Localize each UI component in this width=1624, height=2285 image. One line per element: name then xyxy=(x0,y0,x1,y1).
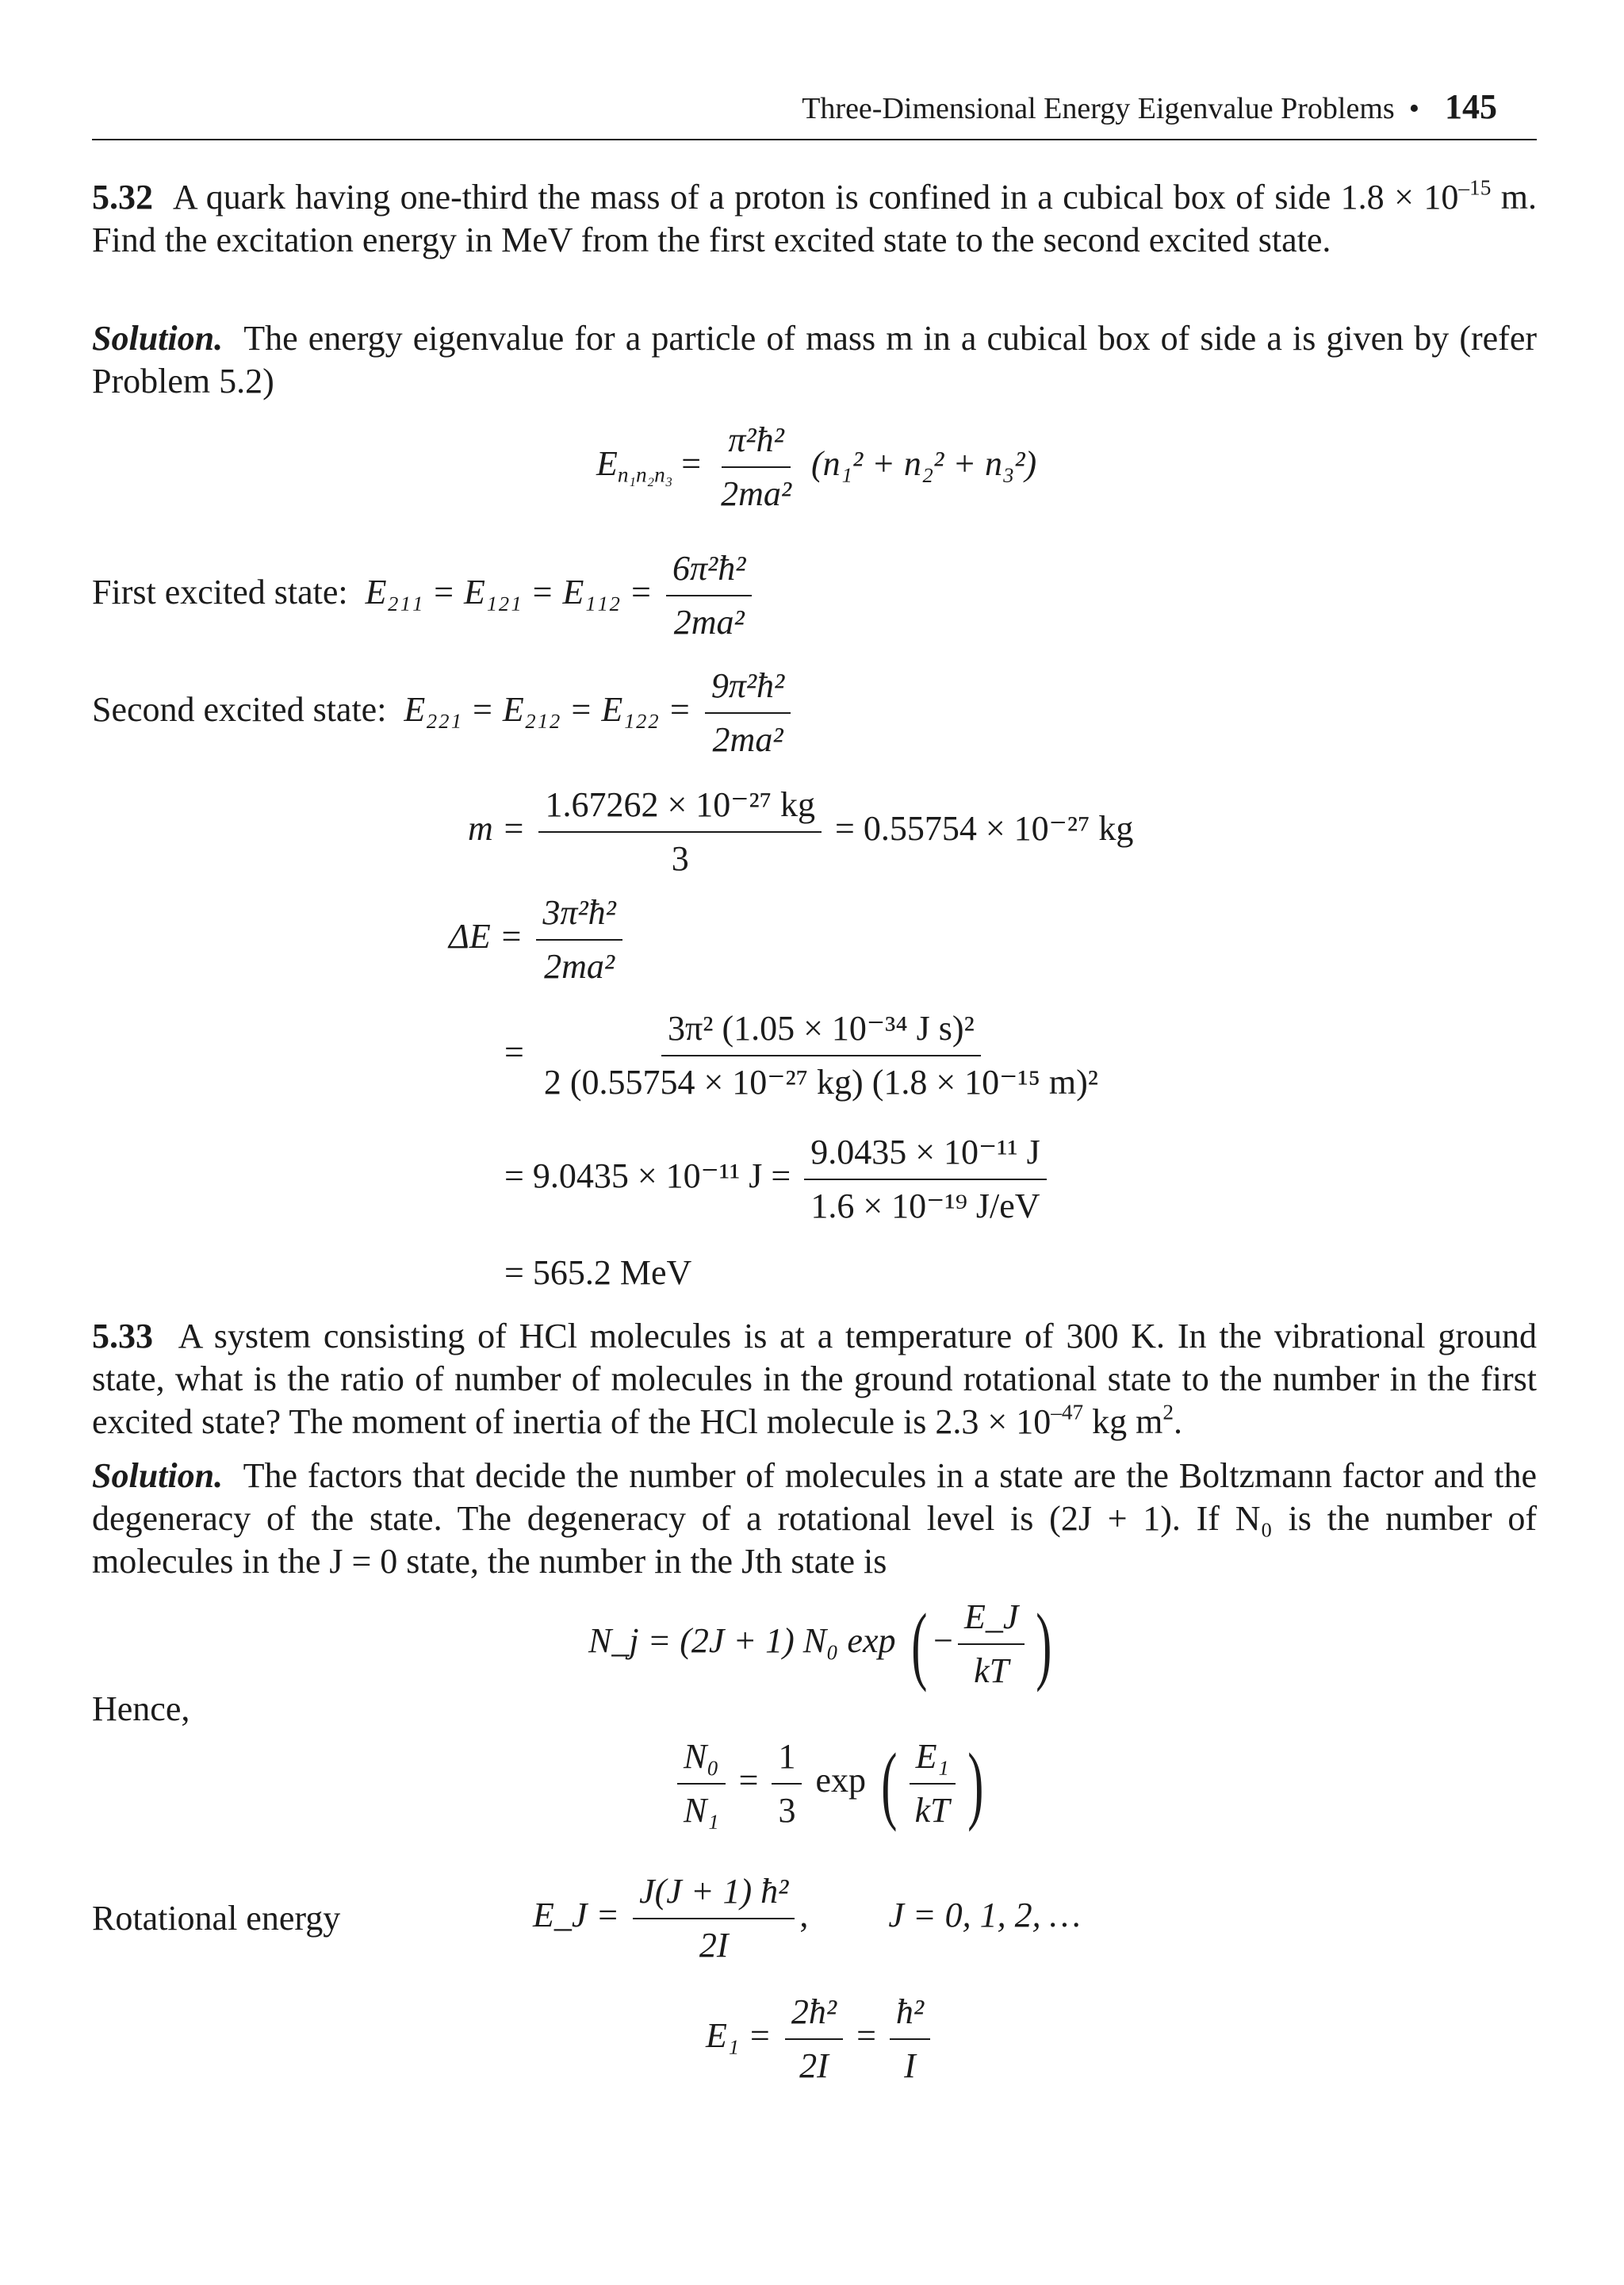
equation-second-excited xyxy=(92,665,795,761)
fraction xyxy=(909,1735,956,1832)
fraction-numerator: 9π²ħ² xyxy=(705,665,791,714)
fraction-numerator: J(J + 1) ħ² xyxy=(633,1870,795,1919)
nj-lhs: N_j = (2J + 1) N₀ exp xyxy=(588,1621,896,1661)
fraction-denominator: 2ma² xyxy=(712,720,783,759)
equation-delta-e-joules xyxy=(504,1131,1051,1228)
problem-exponent: –15 xyxy=(1458,175,1492,200)
first-excited-expr: E₂₁₁ = E₁₂₁ = E₁₁₂ = xyxy=(365,573,653,612)
fraction xyxy=(958,1596,1025,1693)
solution-text: The factors that decide the number of molecules in a state are the Boltzmann factor and the degeneracy of the state. The degeneracy of a rotational level is (2J + 1). If N₀ is the number of molecules in the J = 0 state, the number in the Jth state is xyxy=(92,1456,1538,1581)
equation-energy-levels: $E_{n_1n_2n_3}$ = $\frac{\text{π²ħ²}}{\text{2ma²}}$ (n₁² + n₂² + n₃²) xyxy=(596,419,1036,516)
running-title: Three-Dimensional Energy Eigenvalue Problems xyxy=(802,92,1395,125)
fraction-denominator: kT xyxy=(914,1791,950,1830)
delta-e-result: = 565.2 MeV xyxy=(504,1253,692,1292)
problem-text-a: A system consisting of HCl molecules is at a temperature of 300 K. In the vibrational ground state, what is the ratio of number of molecules in the ground rotational state to the number in the first excited state? The moment of inertia of the HCl molecule is 2.3 × 10 xyxy=(92,1317,1537,1441)
fraction-numerator: 1 xyxy=(772,1735,802,1785)
solution-label: Solution. xyxy=(92,1456,224,1495)
header-bullet: • xyxy=(1408,92,1419,125)
problem-text-b: m. Find the excitation energy in MeV from the first excited state to the second excited state. xyxy=(92,178,1538,259)
fraction xyxy=(666,547,752,644)
fraction-denominator: 3 xyxy=(778,1791,796,1830)
eq-rhs: (n₁² + n₂² + n₃²) xyxy=(811,444,1037,484)
fraction-numerator: E_J xyxy=(958,1596,1025,1645)
fraction-numerator: 3π² (1.05 × 10⁻³⁴ J s)² xyxy=(661,1007,981,1056)
fraction-denominator: 2I xyxy=(799,2046,829,2085)
paren-open: ( xyxy=(881,1735,898,1832)
second-excited-label: Second excited state: xyxy=(92,690,387,730)
fraction-numerator: E₁ xyxy=(910,1735,956,1785)
solution-text: The energy eigenvalue for a particle of mass m in a cubical box of side a is given by (refer Problem 5.2) xyxy=(92,319,1537,401)
problem-5-33 xyxy=(92,1315,1537,1443)
fraction-denominator: 3 xyxy=(671,839,689,878)
solution-label: Solution. xyxy=(92,319,224,358)
fraction xyxy=(785,1991,843,2088)
fraction xyxy=(804,1131,1047,1228)
mass-lhs: m = xyxy=(468,809,526,849)
fraction-numerator: ħ² xyxy=(890,1991,930,2040)
equation-delta-e xyxy=(449,891,627,988)
fraction-denominator: 2ma² xyxy=(673,603,745,642)
fraction xyxy=(705,665,791,761)
fraction-numerator: 1.67262 × 10⁻²⁷ kg xyxy=(538,784,822,833)
fraction-denominator: N₁ xyxy=(684,1791,719,1830)
delta-e-joules-lhs: = 9.0435 × 10⁻¹¹ J = xyxy=(504,1156,791,1196)
problem-5-32 xyxy=(92,176,1537,262)
fraction-numerator: 3π²ħ² xyxy=(536,891,622,941)
equation-delta-e-result xyxy=(504,1252,691,1294)
equation-first-excited xyxy=(92,547,756,644)
solution-5-32 xyxy=(92,317,1537,403)
equation-nj xyxy=(588,1596,1059,1693)
second-excited-expr: E₂₂₁ = E₂₁₂ = E₁₂₂ = xyxy=(404,690,691,730)
equation-mass xyxy=(468,784,1133,880)
paren-close: ) xyxy=(967,1735,984,1832)
eq-lhs-sub: n₁n₂n₃ xyxy=(617,462,673,487)
fraction xyxy=(633,1870,795,1967)
equals-sign: = xyxy=(504,1033,524,1072)
page-number: 145 xyxy=(1445,87,1497,126)
problem-exponent: –47 xyxy=(1051,1400,1084,1424)
exp-function: exp xyxy=(815,1761,867,1800)
fraction-numerator: N₀ xyxy=(677,1735,726,1785)
fraction xyxy=(677,1735,726,1832)
fraction-denominator: 2ma² xyxy=(721,474,792,513)
fraction xyxy=(714,419,798,516)
solution-5-33 xyxy=(92,1455,1537,1583)
fraction-denominator: kT xyxy=(974,1651,1009,1690)
fraction xyxy=(538,784,822,880)
fraction-numerator: 6π²ħ² xyxy=(666,547,752,596)
eq-lhs: E xyxy=(596,444,618,484)
problem-exponent-2: 2 xyxy=(1162,1400,1174,1424)
equation-ratio xyxy=(672,1735,990,1832)
hence-label: Hence, xyxy=(92,1689,190,1728)
running-header xyxy=(802,86,1497,130)
fraction xyxy=(772,1735,802,1832)
equals-sign: = xyxy=(856,2016,876,2056)
fraction xyxy=(536,891,622,988)
problem-text-a: A quark having one-third the mass of a proton is confined in a cubical box of side 1.8 × 10 xyxy=(172,178,1459,217)
equation-rotational-energy xyxy=(533,1870,1081,1967)
fraction-numerator: π²ħ² xyxy=(722,419,790,468)
fraction-denominator: 1.6 × 10⁻¹⁹ J/eV xyxy=(810,1187,1040,1225)
fraction-denominator: 2I xyxy=(699,1926,729,1965)
rotational-energy-label: Rotational energy xyxy=(92,1899,341,1938)
fraction xyxy=(538,1007,1105,1104)
rot-range: J = 0, 1, 2, … xyxy=(888,1896,1081,1935)
first-excited-label: First excited state: xyxy=(92,573,348,612)
fraction-denominator: I xyxy=(904,2046,916,2085)
mass-rhs: = 0.55754 × 10⁻²⁷ kg xyxy=(835,809,1134,849)
equals-sign: = xyxy=(738,1761,759,1800)
fraction-denominator: 2 (0.55754 × 10⁻²⁷ kg) (1.8 × 10⁻¹⁵ m)² xyxy=(543,1063,1098,1102)
minus-sign: − xyxy=(933,1621,953,1661)
problem-text-b: kg m xyxy=(1083,1402,1163,1441)
equation-e1 xyxy=(706,1991,935,2088)
e1-lhs: E₁ = xyxy=(706,2016,772,2056)
problem-text-c: . xyxy=(1174,1402,1183,1441)
comma: , xyxy=(799,1896,809,1935)
header-rule xyxy=(92,139,1537,140)
problem-number: 5.33 xyxy=(92,1317,153,1355)
delta-e-lhs: ΔE = xyxy=(449,917,523,957)
problem-number: 5.32 xyxy=(92,178,153,217)
fraction xyxy=(890,1991,930,2088)
fraction-numerator: 9.0435 × 10⁻¹¹ J xyxy=(804,1131,1047,1180)
fraction-denominator: 2ma² xyxy=(544,947,615,986)
paren-close: ) xyxy=(1036,1596,1052,1693)
paren-open: ( xyxy=(910,1596,927,1693)
equation-delta-e-substituted xyxy=(504,1007,1109,1104)
rot-lhs: E_J = xyxy=(533,1896,620,1935)
fraction-numerator: 2ħ² xyxy=(785,1991,843,2040)
